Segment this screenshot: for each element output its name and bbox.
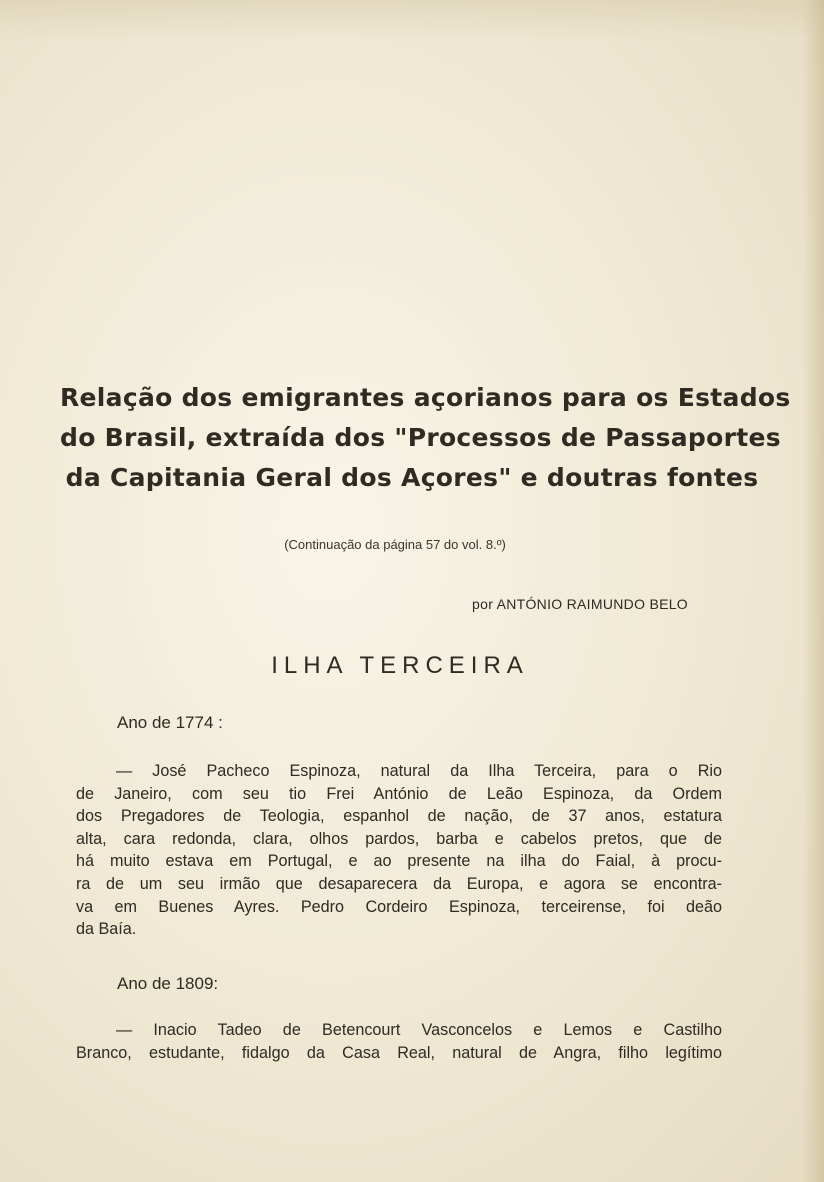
paragraph-line: alta, cara redonda, clara, olhos pardos, barba e cabelos pretos, que de (76, 829, 722, 848)
year-heading-1809: Ano de 1809: (117, 974, 219, 993)
page-top-shading (0, 0, 824, 40)
paragraph-line: ra de um seu irmão que desaparecera da Europa, e agora se encontra- (76, 874, 722, 893)
author-byline: por ANTÓNIO RAIMUNDO BELO (472, 596, 688, 612)
entry-paragraph-1774 (76, 760, 722, 941)
paragraph-line: va em Buenes Ayres. Pedro Cordeiro Espinoza, terceirense, foi deão (76, 897, 722, 916)
title-line-3: da Capitania Geral dos Açores" e doutras fontes (65, 463, 759, 492)
entry-paragraph-1809 (76, 1019, 722, 1064)
page-edge-shading (802, 0, 824, 1182)
paragraph-line: Branco, estudante, fidalgo da Casa Real, natural de Angra, filho legítimo (76, 1043, 722, 1062)
paragraph-line: — Inacio Tadeo de Betencourt Vasconcelos e Lemos e Castilho (116, 1021, 722, 1039)
paragraph-line: de Janeiro, com seu tio Frei António de Leão Espinoza, da Ordem (76, 784, 722, 803)
paragraph-line: há muito estava em Portugal, e ao presente na ilha do Faial, à procu- (76, 852, 722, 871)
paragraph-line: dos Pregadores de Teologia, espanhol de nação, de 37 anos, estatura (76, 807, 722, 826)
year-heading-1774: Ano de 1774 : (117, 713, 223, 732)
title-line-1: Relação dos emigrantes açorianos para os Estados (60, 383, 791, 412)
paragraph-line: — José Pacheco Espinoza, natural da Ilha Terceira, para o Rio (116, 762, 722, 780)
continuation-note: (Continuação da página 57 do vol. 8.º) (284, 537, 506, 552)
title-line-2: do Brasil, extraída dos "Processos de Passaportes (60, 423, 781, 452)
article-title (60, 378, 791, 498)
paragraph-line: da Baía. (76, 920, 137, 939)
section-title: ILHA TERCEIRA (271, 652, 529, 679)
